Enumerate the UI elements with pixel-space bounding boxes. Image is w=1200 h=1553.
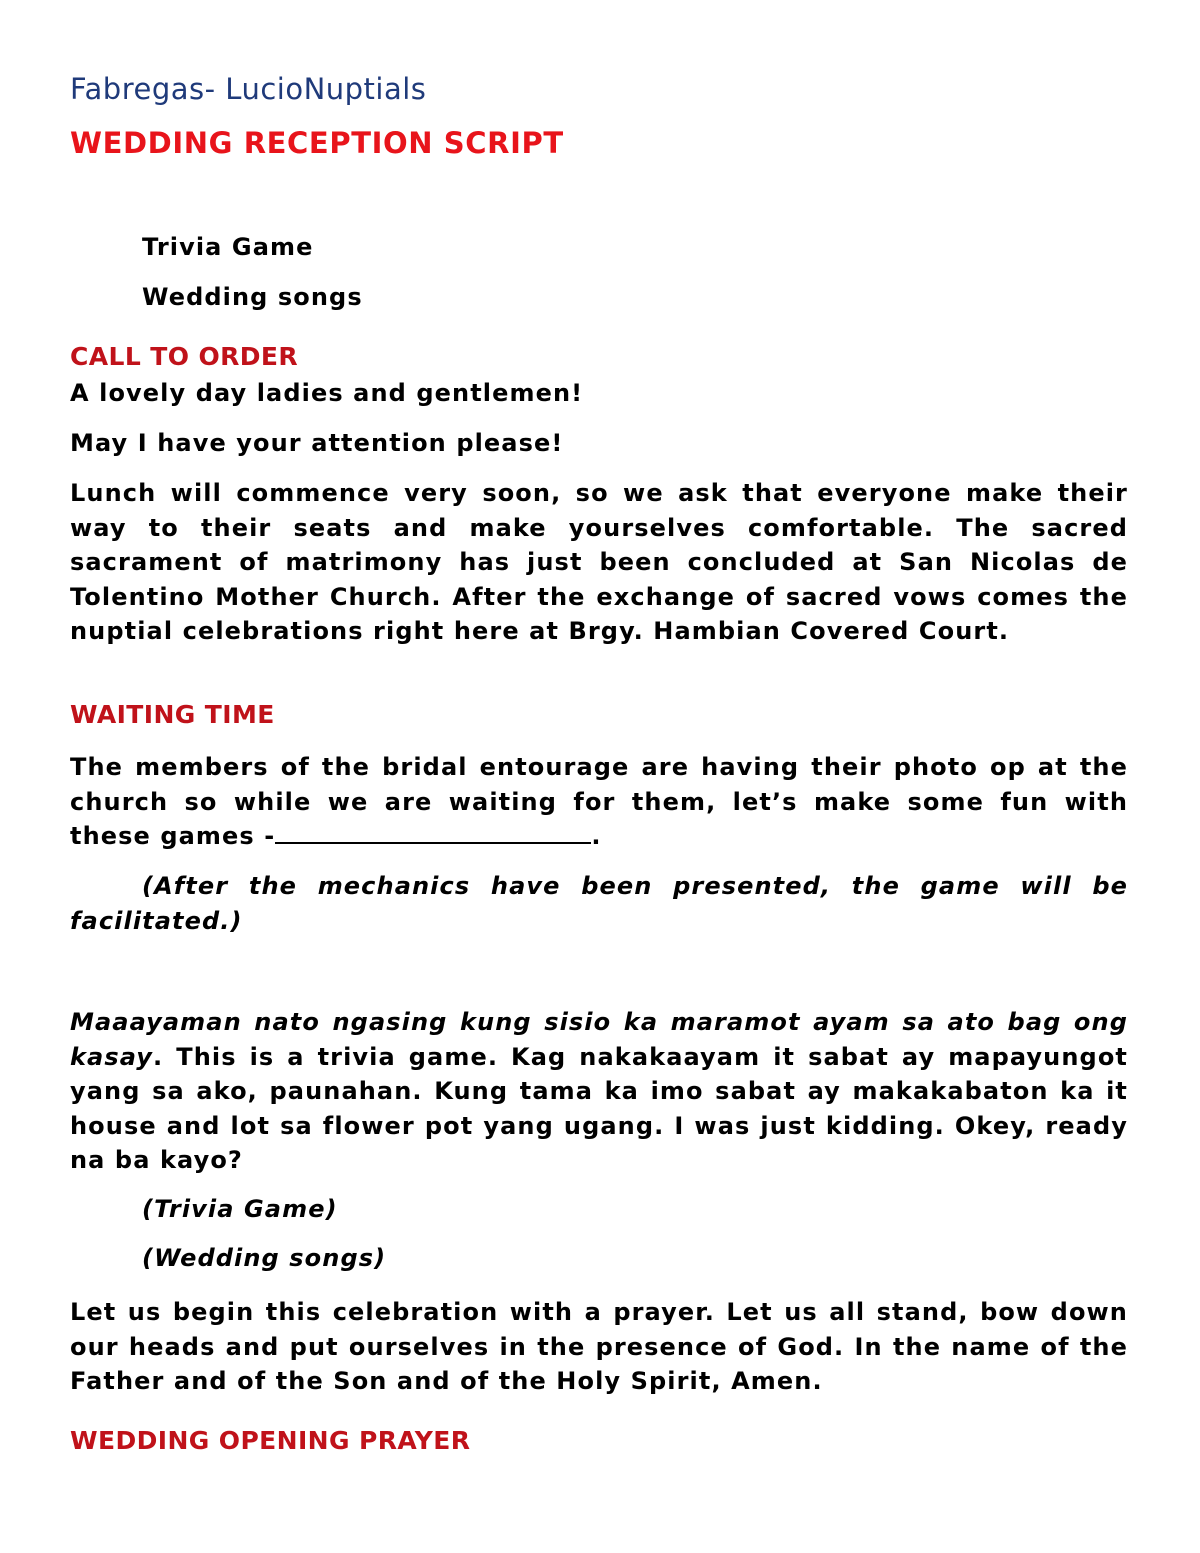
document-header: Fabregas- LucioNuptials — [70, 72, 427, 106]
opening-prayer-heading: WEDDING OPENING PRAYER — [70, 1426, 471, 1455]
program-item-trivia: Trivia Game — [142, 233, 314, 261]
note-trivia-game: (Trivia Game) — [142, 1195, 338, 1223]
trivia-intro-paragraph — [70, 1005, 1128, 1178]
greeting-line: A lovely day ladies and gentlemen! — [70, 379, 584, 407]
mechanics-stage-note: (After the mechanics have been presented, the game will be facilitated.) — [70, 872, 1128, 935]
waiting-time-text: The members of the bridal entourage are having their photo op at the church so while we are waiting for them, let’s make some fun with these games - — [70, 753, 1128, 851]
attention-line: May I have your attention please! — [70, 429, 564, 457]
call-to-order-paragraph: Lunch will commence very soon, so we ask that everyone make their way to their seats and make yourselves comfortable. The sacred sacrament of matrimony has just been concluded at San Nicolas de Tolentino Mother Church. After the exchange of sacred vows comes the nuptial celebrations right here at Brgy. Hambian Covered Court. — [70, 479, 1128, 646]
program-item-songs: Wedding songs — [142, 283, 363, 311]
prayer-intro-paragraph: Let us begin this celebration with a prayer. Let us all stand, bow down our heads and put ourselves in the presence of God. In the name of the Father and of the Son and of the Holy Spirit, Amen. — [70, 1298, 1128, 1396]
waiting-time-heading: WAITING TIME — [70, 700, 275, 729]
game-name-blank — [275, 824, 591, 844]
trivia-intro-italic: Maaayaman nato ngasing kung sisio ka maramot ayam sa ato bag ong kasay — [70, 1008, 1128, 1071]
waiting-time-paragraph — [70, 750, 1128, 854]
document-title: WEDDING RECEPTION SCRIPT — [70, 126, 564, 160]
trivia-intro-text: . This is a trivia game. Kag nakakaayam it sabat ay mapayungot yang sa ako, paunahan. Kung tama ka imo sabat ay makakabaton ka it house and lot sa flower pot yang ugang. I was just kidding. Okey, ready na ba kayo? — [70, 1042, 1128, 1175]
note-wedding-songs: (Wedding songs) — [142, 1244, 387, 1272]
call-to-order-heading: CALL TO ORDER — [70, 342, 299, 371]
waiting-time-period: . — [591, 822, 602, 851]
